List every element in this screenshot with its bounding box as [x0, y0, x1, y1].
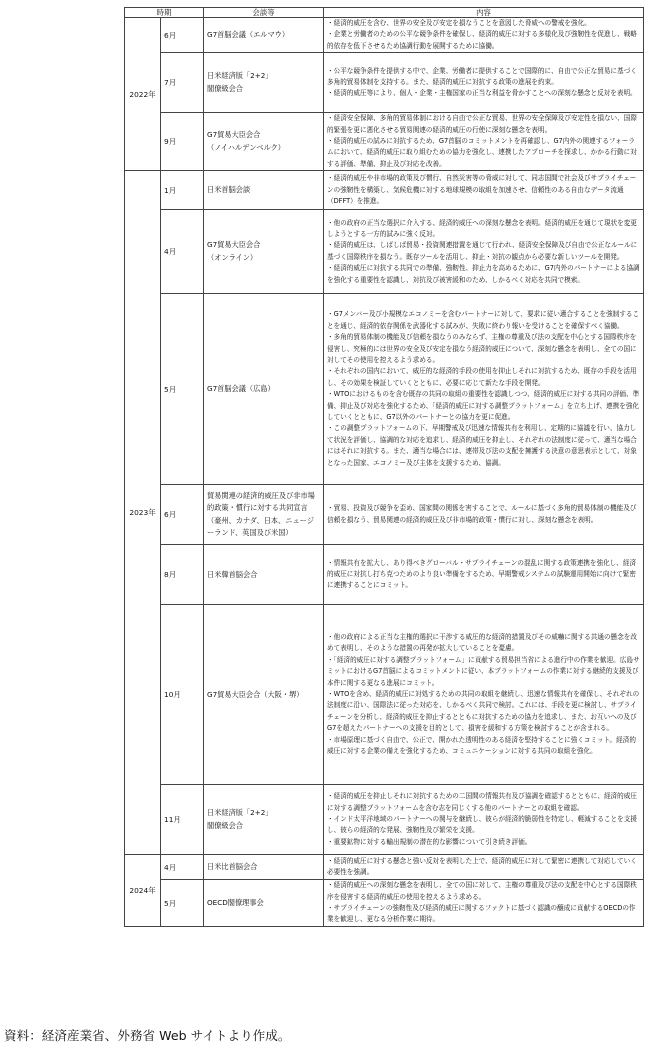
- meeting-name-cell: 日米比首脳会合: [204, 855, 324, 880]
- table-row: [125, 18, 644, 53]
- content-cell: [324, 880, 644, 927]
- month-cell: 5月: [161, 294, 204, 485]
- month-cell: 10月: [161, 605, 204, 785]
- month-cell: 9月: [161, 113, 204, 171]
- month-cell: 4月: [161, 855, 204, 880]
- content-cell: [324, 855, 644, 880]
- source-note: 資料：経済産業省、外務省 Web サイトより作成。: [4, 1028, 291, 1043]
- content-bullet: ・この調整プラットフォームの下、早期警戒及び迅速な情報共有を利用し、定期的に協議を行い、協力して状況を評価し、協調的な対応を追求し、経済的威圧を抑止し、それぞれの法制度に従って、適当な場合にはそれに対抗する。また、適当な場合には、連帯及び法の支配を擁護する決意の意思表示として、対象となった国家、エコノミー及び主体を支援するため、協調。: [327, 424, 637, 467]
- meeting-name-cell: 日米経済版「2+2」 閣僚級会合: [204, 53, 324, 113]
- content-bullet: ・サプライチェーンの強靭性及び経済的威圧に関するファクトに基づく認識の醸成に貢献するOECDの作業を歓迎し、更なる分析作業に期待。: [327, 904, 636, 924]
- content-bullet: ・経済的威圧への深刻な懸念を表明し、全ての国に対して、主権の尊重及び法の支配を中心とする国際秩序を侵害する経済的威圧の使用を控えるよう求める。: [327, 881, 637, 901]
- content-cell: [324, 605, 644, 785]
- month-cell: 11月: [161, 785, 204, 855]
- content-cell: [324, 294, 644, 485]
- header-meeting: 会談等: [204, 8, 324, 18]
- table-row: [125, 485, 644, 545]
- meetings-table: [124, 7, 644, 927]
- content-bullet: ・市場原理に基づく自由で、公正で、開かれた透明性のある経済を堅持することに強くコミット。経済的威圧に対する企業の備えを強化するため、コミュニケーションに対する共同の取組を強化。: [327, 735, 636, 756]
- content-bullet: ・経済的威圧の試みに対抗するため、G7首脳のコミットメントを再確認し、G7内外の関連するフォーラムにおいて、経済的威圧に取り組むための協力を強化し、連携したアプローチを探求し、かかる行動に対する評価、準備、抑止及び対応を改善。: [327, 137, 637, 168]
- content-bullet: ・それぞれの国内において、威圧的な経済的手段の使用を抑止しそれに対抗するため、既存の手段を活用し、その効果を検証していくとともに、必要に応じて新たな手段を開発。: [327, 367, 637, 387]
- content-bullet: ・他の政府の正当な選択に介入する、経済的威圧への深刻な懸念を表明。経済的威圧を通じて現状を変更しようとする一方的試みに強く反対。: [327, 218, 637, 238]
- month-cell: 5月: [161, 880, 204, 927]
- year-cell: 2023年: [125, 171, 161, 855]
- month-cell: 6月: [161, 485, 204, 545]
- month-cell: 8月: [161, 545, 204, 605]
- header-content: 内容: [324, 8, 644, 18]
- content-bullet: ・多角的貿易体制の機能及び信頼を損なうのみならず、主権の尊重及び法の支配を中心とする国際秩序を侵害し、究極的には世界の安全及び安定を損なう経済的威圧について、深刻な懸念を表明し、全ての国に対してその使用を控えるよう求める。: [327, 333, 637, 365]
- table-row: [125, 880, 644, 927]
- content-cell: [324, 53, 644, 113]
- table-row: [125, 294, 644, 485]
- content-bullet: ・経済的威圧を含む、世界の安全及び安定を損なうことを意図した脅威への警戒を強化。: [327, 19, 591, 27]
- meeting-name-cell: 貿易関連の経済的威圧及び非市場的政策・慣行に対する共同宣言（豪州、カナダ、日本、ニュージーランド、英国及び米国）: [204, 485, 324, 545]
- table-row: [125, 53, 644, 113]
- table-row: [125, 171, 644, 210]
- content-bullet: ・経済的威圧に対する懸念と強い反対を表明した上で、経済的威圧に対して緊密に連携して対応していく必要性を強調。: [327, 856, 637, 877]
- month-cell: 1月: [161, 171, 204, 210]
- content-bullet: ・経済的威圧等により、個人・企業・主権国家の正当な利益を脅かすことへの深刻な懸念と反対を表明。: [327, 89, 637, 98]
- content-bullet: ・「経済的威圧に対する調整プラットフォーム」に貢献する貿易担当省による進行中の作業を歓迎。広島サミットにおけるG7首脳によるコミットメントに従い、本プラットフォームの作業に対する継続的支援及び本件に関する更なる進展にコミット。: [327, 655, 640, 687]
- content-bullet: ・企業と労働者のための公平な競争条件を確保し、経済的威圧に対する多様化及び強靭性を促進し、戦略的依存を低下させるため協調行動を展開するために協働。: [327, 30, 637, 50]
- content-bullet: ・他の政府による正当な主権的選択に干渉する威圧的な経済的措置及びその威嚇に関する共通の懸念を改めて表明し、そのような措置の再発が拡大していることを憂慮。: [327, 633, 637, 653]
- meeting-name-cell: G7貿易大臣会合 （ノイハルデンベルク）: [204, 113, 324, 171]
- content-bullet: ・WTOを含め、経済的威圧に対処するための共同の取組を継続し、迅速な情報共有を確保し、それぞれの法制度に沿い、国際法に従った対応を、しかるべく共同で検討。これには、手段を更に検討し、サプライチェーンを分析し、経済的威圧を抑止するとともに対抗するための協力を追求し、また、お互いへの及びG7を超えたパートナーへの支援を目的として、損害を緩和する方策を検討することが含まれる。: [327, 690, 640, 733]
- table-row: [125, 855, 644, 880]
- meeting-name-cell: OECD閣僚理事会: [204, 880, 324, 927]
- content-cell: [324, 545, 644, 605]
- content-bullet: ・WTOにおけるものを含む既存の共同の取組の重要性を認識しつつ、経済的威圧に対する共同の評価、準備、抑止及び対応を強化するため、「経済的威圧に対する調整プラットフォーム」を立ち上げ、連携を強化していくとともに、G7以外のパートナーとの協力を更に促進。: [327, 390, 640, 422]
- content-cell: [324, 210, 644, 294]
- year-cell: 2022年: [125, 18, 161, 171]
- table-row: [125, 113, 644, 171]
- content-bullet: ・経済安全保障、多角的貿易体制における自由で公正な貿易、世界の安全保障及び安定性を損ない、国際的緊張を更に悪化させる貿易関連の経済的威圧の行使に深刻な懸念を表明。: [327, 114, 637, 134]
- content-cell: [324, 171, 644, 210]
- table-header-row: [125, 8, 644, 18]
- year-cell: 2024年: [125, 855, 161, 927]
- content-cell: [324, 485, 644, 545]
- table-row: [125, 785, 644, 855]
- meeting-name-cell: G7貿易大臣会合 （オンライン）: [204, 210, 324, 294]
- meeting-name-cell: 日米経済版「2+2」 閣僚級会合: [204, 785, 324, 855]
- content-bullet: ・重要鉱物に対する輸出規制の潜在的な影響について引き続き評価。: [327, 837, 532, 846]
- meeting-name-cell: 日米首脳会談: [204, 171, 324, 210]
- meeting-name-cell: G7首脳会議（エルマウ）: [204, 18, 324, 53]
- content-bullet: ・インド太平洋地域のパートナーへの関与を継続し、彼らが経済的脆弱性を特定し、軽減することを支援し、彼らの経済的な発展、強靭性及び繁栄を支援。: [327, 815, 637, 835]
- content-bullet: ・G7メンバー及び小規模なエコノミーを含むパートナーに対して、要求に従い適合することを強制することを通じ、経済的依存関係を武器化する試みが、失敗に終わり報いを受けることを確保すべく協働。: [327, 310, 640, 330]
- content-bullet: ・経済的威圧は、しばしば貿易・投資関連措置を通じて行われ、経済安全保障及び自由で公正なルールに基づく国際秩序を損なう。既存ツールを活用し、抑止・対抗の観点から必要な新しいツールを開発。: [327, 241, 638, 261]
- table-row: [125, 605, 644, 785]
- content-bullet: ・経済的威圧に対抗する共同での準備、強靭性、抑止力を高めるために、G7内外のパートナーによる協調を強化する重要性を認識し、対抗及び被害緩和のため、しかるべく対応を共同で模索。: [327, 264, 640, 284]
- content-cell: [324, 785, 644, 855]
- content-bullet: ・貿易、投資及び競争を歪め、国家間の関係を害することで、ルールに基づく多角的貿易体制の機能及び信頼を損なう、貿易関連の経済的威圧及び非市場的政策・慣行に対し、深刻な懸念を表明。: [327, 504, 637, 524]
- meeting-name-cell: G7貿易大臣会合（大阪・堺）: [204, 605, 324, 785]
- meeting-name-cell: G7首脳会議（広島）: [204, 294, 324, 485]
- month-cell: 7月: [161, 53, 204, 113]
- month-cell: 6月: [161, 18, 204, 53]
- content-bullet: ・経済的威圧や非市場的政策及び慣行、自然災害等の脅威に対して、同志国間で社会及びサプライチェーンの強靭性を構築し、気候危機に対する地球規模の取組を加速させ、信頼性のある自由なデータ流通（DFFT）を推進。: [327, 174, 637, 205]
- table-row: [125, 545, 644, 605]
- content-cell: [324, 18, 644, 53]
- content-bullet: ・公平な競争条件を提供する中で、企業、労働者に提供することで国際的に、自由で公正な貿易に基づく多角的貿易体制を支持する。また、経済的威圧に対抗する政策の進展を約束。: [327, 66, 637, 87]
- content-bullet: ・経済的威圧を抑止しそれに対抗するための二国間の情報共有及び協調を確認するとともに、経済的威圧に対する調整プラットフォームを含む志を同じくする他のパートナーとの取組を確認。: [327, 792, 637, 812]
- meeting-name-cell: 日米韓首脳会合: [204, 545, 324, 605]
- header-period: 時期: [125, 8, 204, 18]
- content-cell: [324, 113, 644, 171]
- content-bullet: ・情報共有を拡大し、あり得べきグローバル・サプライチェーンの混乱に関する政策連携を強化し、経済的威圧に対抗し打ち克つためのより良い準備をするため、早期警戒システムの試験運用開始に向けて緊密に連携することにコミット。: [327, 558, 637, 590]
- month-cell: 4月: [161, 210, 204, 294]
- table-row: [125, 210, 644, 294]
